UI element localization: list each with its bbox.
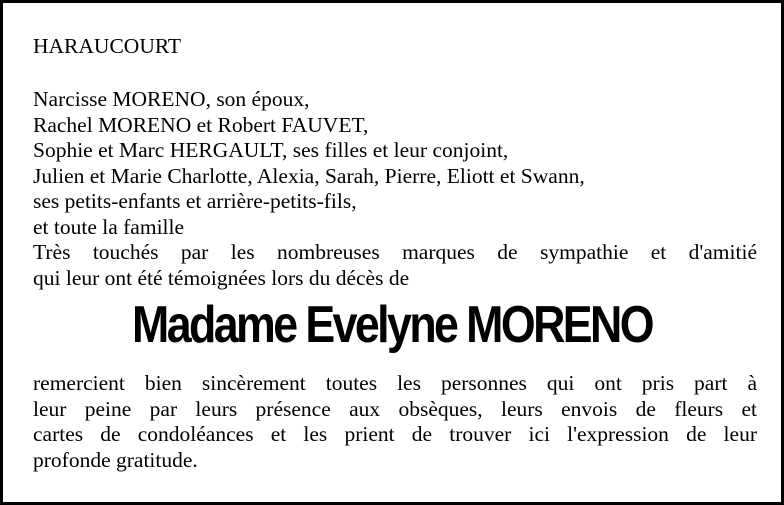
thanks-line-1: remercient bien sincèrement toutes les personnes qui ont pris part à xyxy=(33,371,757,395)
deceased-name: Madame Evelyne MORENO xyxy=(132,296,652,354)
family-line-touched: Très touchés par les nombreuses marques de sympathie et d'amitié xyxy=(33,240,757,264)
family-line-spouse: Narcisse MORENO, son époux, xyxy=(33,87,310,111)
family-line-whole-family: et toute la famille xyxy=(33,214,185,239)
thanks-paragraph xyxy=(33,371,757,473)
locality-heading: HARAUCOURT xyxy=(33,34,182,58)
thanks-line-2: leur peine par leurs présence aux obsèques, leurs envois de fleurs et xyxy=(33,396,757,421)
family-line-grandchildren: Julien et Marie Charlotte, Alexia, Sarah, Pierre, Eliott et Swann, xyxy=(33,163,585,188)
family-announcement xyxy=(33,87,757,291)
family-line-grandchildren-label: ses petits-enfants et arrière-petits-fils, xyxy=(33,189,357,213)
family-line-condolences: qui leur ont été témoignées lors du décès de xyxy=(33,265,410,290)
family-line-daughter-1: Rachel MORENO et Robert FAUVET, xyxy=(33,112,369,137)
thanks-line-3: cartes de condoléances et les prient de trouver ici l'expression de leur xyxy=(33,422,757,446)
thanks-line-4: profonde gratitude. xyxy=(33,447,198,472)
family-line-daughter-2: Sophie et Marc HERGAULT, ses filles et leur conjoint, xyxy=(33,138,509,162)
